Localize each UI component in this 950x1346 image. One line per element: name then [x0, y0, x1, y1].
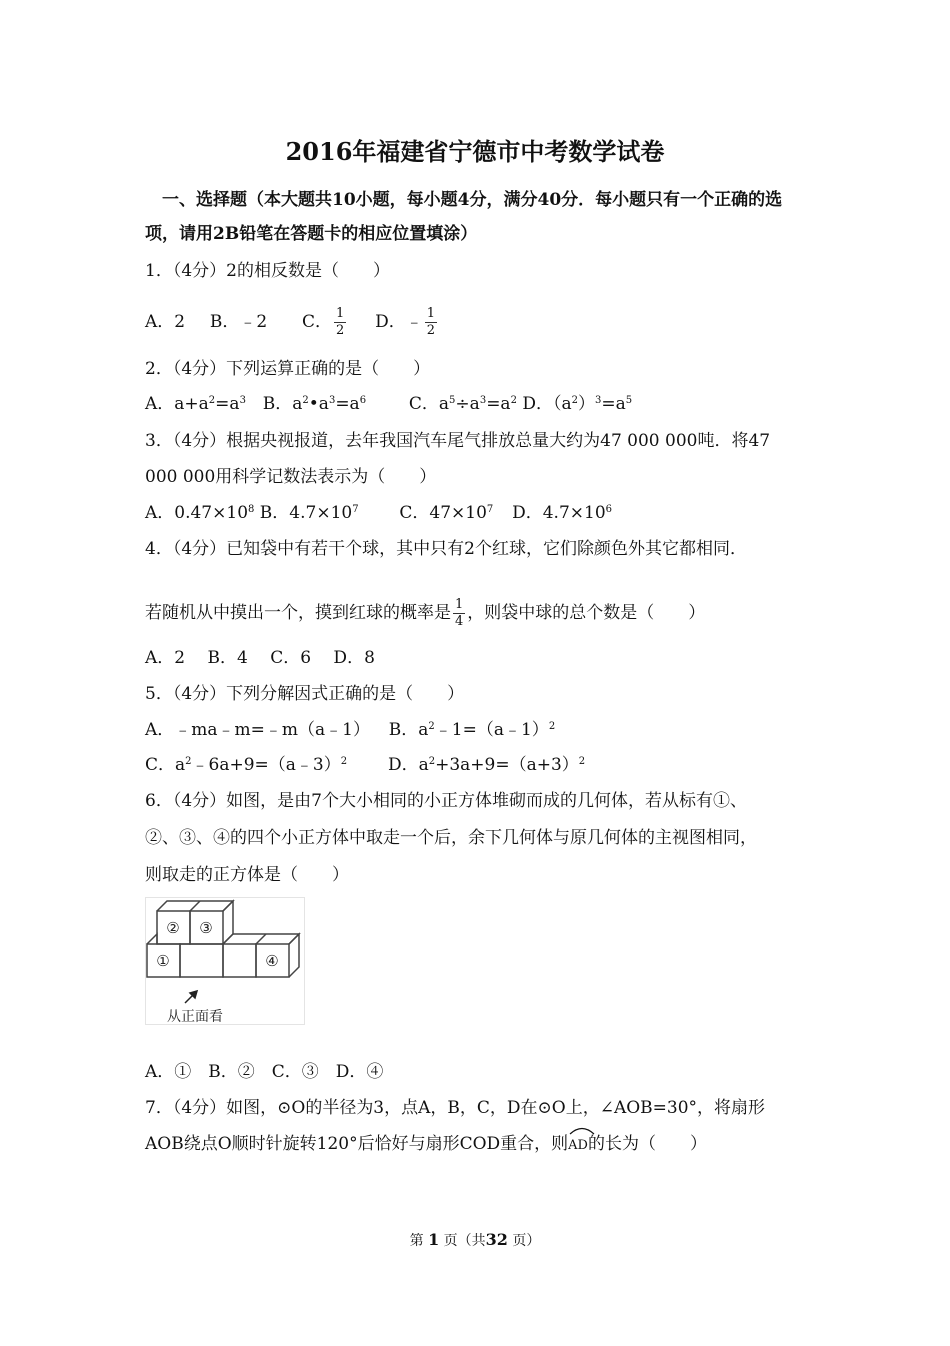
q3-option-d: D．$4.7\times 10^6$ — [512, 503, 613, 523]
q1-options — [145, 306, 439, 339]
q3-stem-line2: 000 000用科学记数法表示为（ ） — [145, 467, 437, 487]
page-title: 2016年福建省宁德市中考数学试卷 — [285, 137, 665, 166]
q5-option-b: B．$a^2﹣1=(a﹣1)^2$ — [388, 720, 556, 740]
q1-fraction-d: $\frac{1}{2}$ — [426, 306, 436, 338]
q6-stem-line2: ②、③、④的四个小正方体中取走一个后，余下几何体与原几何体的主视图相同， — [145, 828, 757, 848]
q6-stem-line1: 6．（4分）如图，是由7个大小相同的小正方体堆砌而成的几何体，若从标有①、 — [145, 791, 747, 811]
q1-fraction-c: $\frac{1}{2}$ — [336, 306, 345, 338]
q5-options-row1 — [145, 718, 555, 742]
q5-option-a: A．﹣ma﹣m=﹣m（a﹣1） — [145, 720, 370, 740]
q2-options — [145, 392, 632, 416]
section-heading: 一、选择题（本大题共10小题，每小题4分，满分40分．每小题只有一个正确的选项，请用2B铅笔在答题卡的相应位置填涂） — [145, 190, 783, 244]
q4-options: A．2 B．4 C．6 D．8 — [145, 648, 375, 668]
q7-stem-part-b: 的长为（ ） — [587, 1134, 707, 1154]
total-pages: 32 — [485, 1230, 508, 1249]
cube-label-1: ① — [156, 952, 170, 970]
q7-stem-part-a: AOB绕点O顺时针旋转120°后恰好与扇形COD重合，则 — [145, 1134, 569, 1154]
q5-stem: 5．（4分）下列分解因式正确的是（ ） — [145, 684, 465, 704]
page-footer: 第 1 页（共32 页） — [409, 1230, 541, 1249]
q3-option-c: C．$47\times 10^7$ — [399, 503, 494, 523]
q6-options: A．① B．② C．③ D．④ — [145, 1062, 384, 1082]
q3-options — [145, 501, 612, 525]
q1-option-b: B．﹣2 — [209, 312, 268, 332]
q4-fraction: $\frac{1}{4}$ — [455, 597, 464, 629]
q3-option-b: B．$4.7\times 10^7$ — [259, 503, 359, 523]
cube-label-2: ② — [166, 919, 180, 937]
q1-stem: 1．（4分）2的相反数是（ ） — [145, 261, 390, 281]
q2-option-b: B．$a^2•a^3=a^6$ — [262, 394, 367, 414]
q7-stem-line1: 7．（4分）如图，⊙O的半径为3，点A，B，C，D在⊙O上，∠AOB=30°，将扇形 — [145, 1098, 766, 1118]
q4-stem-line1: 4．（4分）已知袋中有若干个球，其中只有2个红球，它们除颜色外其它都相同． — [145, 539, 747, 559]
q3-option-a: A．$0.47\times 10^8$ — [145, 503, 255, 523]
q6-stem-line3: 则取走的正方体是（ ） — [145, 865, 349, 885]
q1-option-d: D．﹣ — [375, 312, 423, 332]
arc-ad: AD — [568, 1132, 588, 1158]
q4-stem-part-a: 若随机从中摸出一个，摸到红球的概率是 — [145, 603, 451, 623]
q2-stem: 2．（4分）下列运算正确的是（ ） — [145, 359, 431, 379]
q7-stem-line2 — [145, 1132, 707, 1158]
q2-option-a: A．$a+a^2=a^3$ — [145, 394, 246, 414]
q2-option-c: C．$a^5\div a^3=a^2$ — [408, 394, 517, 414]
q4-stem-line2 — [145, 597, 705, 630]
q5-option-c: C．$a^2﹣6a+9=(a﹣3)^2$ — [145, 755, 348, 775]
cube-figure — [145, 897, 305, 1025]
cube-label-3: ③ — [199, 919, 213, 937]
q1-option-a: A．2 — [145, 312, 186, 332]
q3-stem-line1: 3．（4分）根据央视报道，去年我国汽车尾气排放总量大约为47 000 000吨．将47 — [145, 431, 771, 451]
q5-option-d: D．$a^2+3a+9=(a+3)^2$ — [387, 755, 586, 775]
q5-options-row2 — [145, 753, 585, 777]
q1-option-c: C． — [302, 312, 333, 332]
arc-symbol-icon — [568, 1125, 596, 1135]
view-caption: 从正面看 — [167, 1009, 223, 1025]
q2-option-d: D．$(a^2)^3=a^5$ — [522, 394, 633, 414]
cube-label-4: ④ — [265, 952, 279, 970]
q4-stem-part-b: ，则袋中球的总个数是（ ） — [467, 603, 706, 623]
page-number: 1 — [428, 1230, 440, 1249]
